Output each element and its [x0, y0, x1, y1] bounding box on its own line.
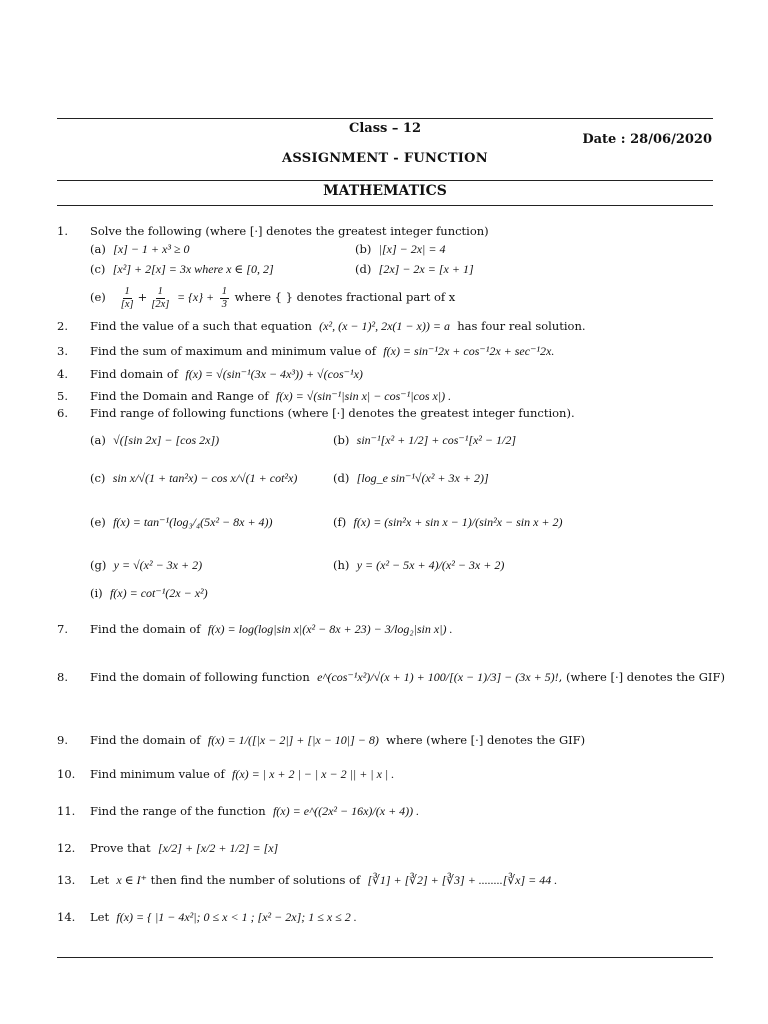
question-number: 9. — [57, 733, 68, 747]
question-number: 2. — [57, 319, 68, 333]
q6-part-h — [333, 557, 504, 573]
question-text: , (where [·] denotes the GIF) — [558, 670, 725, 684]
part-label: (f) — [333, 515, 347, 529]
part-label: (a) — [90, 242, 106, 256]
question-expr: f(x) = | x + 2 | − | x − 2 || + | x | . — [232, 767, 395, 781]
header-rule — [57, 180, 713, 181]
part-label: (h) — [333, 558, 350, 572]
question-expr: f(x) = log(log|sin x|(x² − 8x + 23) − 3/log₂|sin x|) . — [207, 622, 453, 636]
question-expr: [∛1] + [∛2] + [∛3] + ........[∛x] = 44 . — [367, 873, 558, 887]
bottom-rule — [57, 957, 713, 958]
part-expr: f(x) = cot⁻¹(2x − x²) — [109, 586, 208, 600]
question-expr: f(x) = √(sin⁻¹|sin x| − cos⁻¹|cos x|) . — [276, 389, 452, 403]
question-text: Find the range of the function — [90, 804, 266, 818]
question-text: Prove that — [90, 841, 151, 855]
question-text: Find the sum of maximum and minimum value of — [90, 344, 376, 358]
subject-title: MATHEMATICS — [323, 183, 447, 199]
subject-rule — [57, 205, 713, 206]
question-text: Find the domain of following function — [90, 670, 310, 684]
question-text: has four real solution. — [457, 319, 586, 333]
q6-part-e — [90, 514, 273, 530]
question-text: where (where [·] denotes the GIF) — [386, 733, 586, 747]
question-text: Find range of following functions (where [·] denotes the greatest integer function). — [90, 406, 575, 420]
question-number: 11. — [57, 804, 76, 818]
question-text: Find the value of a such that equation — [90, 319, 312, 333]
question-number: 14. — [57, 910, 76, 924]
question-expr: f(x) = { |1 − 4x²|; 0 ≤ x < 1 ; [x² − 2x]; 1 ≤ x ≤ 2 . — [116, 910, 357, 924]
part-label: (b) — [355, 242, 372, 256]
question-text: Find the Domain and Range of — [90, 389, 269, 403]
part-label: (d) — [333, 471, 350, 485]
question-text: Find the domain of — [90, 622, 201, 636]
q1-part-b — [355, 241, 445, 257]
q6-part-c — [90, 470, 297, 486]
part-expr: [log_e sin⁻¹√(x² + 3x + 2)] — [356, 471, 489, 485]
question-expr: f(x) = e^((2x² − 16x)/(x + 4)) . — [272, 804, 420, 818]
part-label: (e) — [90, 290, 106, 304]
question-number: 1. — [57, 224, 68, 238]
question-number: 12. — [57, 841, 76, 855]
part-expr: √([sin 2x] − [cos 2x]) — [113, 433, 220, 447]
part-expr: sin x/√(1 + tan²x) − cos x/√(1 + cot²x) — [112, 471, 298, 485]
question-number: 6. — [57, 406, 68, 420]
question-expr: f(x) = 1/([|x − 2|] + [|x − 10|] − 8) — [207, 733, 379, 747]
q1-part-e: (e) $\frac{1}{[x]}$ + $\frac{1}{[2x]}$ = {x} + $\frac{1}{3}$ where { } denotes fractional part of x — [90, 285, 456, 310]
fraction: $\frac{1}{3}$ — [221, 285, 228, 310]
question-expr: f(x) = √(sin⁻¹(3x − 4x³)) + √(cos⁻¹x) — [185, 367, 363, 381]
q6-part-d — [333, 470, 489, 486]
q6-part-b — [333, 432, 516, 448]
part-expr: [2x] − 2x = [x + 1] — [378, 262, 474, 276]
question-text: Let — [90, 910, 110, 924]
assignment-title: ASSIGNMENT - FUNCTION — [281, 151, 488, 166]
top-rule — [57, 118, 713, 119]
q1-part-c — [90, 261, 274, 277]
question-text: Find minimum value of — [90, 767, 225, 781]
question-text: then find the number of solutions of — [150, 873, 361, 887]
question-number: 3. — [57, 344, 68, 358]
q6-part-i — [90, 585, 208, 601]
q6-part-f — [333, 514, 563, 530]
part-expr: y = (x² − 5x + 4)/(x² − 3x + 2) — [356, 558, 505, 572]
part-expr: |[x] − 2x| = 4 — [378, 242, 446, 256]
question-text: Solve the following (where [·] denotes the greatest integer function) — [90, 224, 489, 238]
question-expr: (x², (x − 1)², 2x(1 − x)) = a — [319, 319, 450, 333]
part-expr: [x] − 1 + x³ ≥ 0 — [113, 242, 190, 256]
q6-part-g — [90, 557, 202, 573]
question-number: 10. — [57, 767, 76, 781]
date-label: Date : 28/06/2020 — [582, 132, 712, 147]
question-number: 13. — [57, 873, 76, 887]
question-number: 4. — [57, 367, 68, 381]
part-expr: f(x) = tan⁻¹(log₃/₄(5x² − 8x + 4)) — [113, 515, 273, 529]
q1-part-d — [355, 261, 474, 277]
part-expr: sin⁻¹[x² + 1/2] + cos⁻¹[x² − 1/2] — [356, 433, 517, 447]
part-expr: y = √(x² − 3x + 2) — [113, 558, 203, 572]
question-expr: [x/2] + [x/2 + 1/2] = [x] — [157, 841, 279, 855]
part-expr: = {x} + — [176, 290, 215, 304]
part-label: (i) — [90, 586, 103, 600]
part-text: where { } denotes fractional part of x — [234, 290, 456, 304]
part-label: (a) — [90, 433, 106, 447]
q6-part-a — [90, 432, 219, 448]
part-expr: f(x) = (sin²x + sin x − 1)/(sin²x − sin x + 2) — [353, 515, 563, 529]
part-label: (b) — [333, 433, 350, 447]
q1-part-a — [90, 241, 190, 257]
part-label: (d) — [355, 262, 372, 276]
part-label: (c) — [90, 262, 106, 276]
question-expr: f(x) = sin⁻¹2x + cos⁻¹2x + sec⁻¹2x. — [383, 344, 555, 358]
question-expr: e^(cos⁻¹x²)/√(x + 1) + 100/[(x − 1)/3] − (3x + 5)! — [317, 670, 559, 684]
fraction: $\frac{1}{[x]}$ — [120, 285, 134, 310]
part-expr: [x²] + 2[x] = 3x where x ∈ [0, 2] — [112, 262, 274, 276]
question-number: 5. — [57, 389, 68, 403]
question-text: Find domain of — [90, 367, 179, 381]
fraction: $\frac{1}{[2x]}$ — [151, 285, 170, 310]
question-number: 7. — [57, 622, 68, 636]
question-text: Find the domain of — [90, 733, 201, 747]
class-label: Class – 12 — [349, 121, 421, 136]
question-text: Let — [90, 873, 110, 887]
part-label: (c) — [90, 471, 106, 485]
question-expr: x ∈ I⁺ — [116, 873, 147, 887]
part-label: (g) — [90, 558, 107, 572]
question-number: 8. — [57, 670, 68, 684]
part-label: (e) — [90, 515, 106, 529]
